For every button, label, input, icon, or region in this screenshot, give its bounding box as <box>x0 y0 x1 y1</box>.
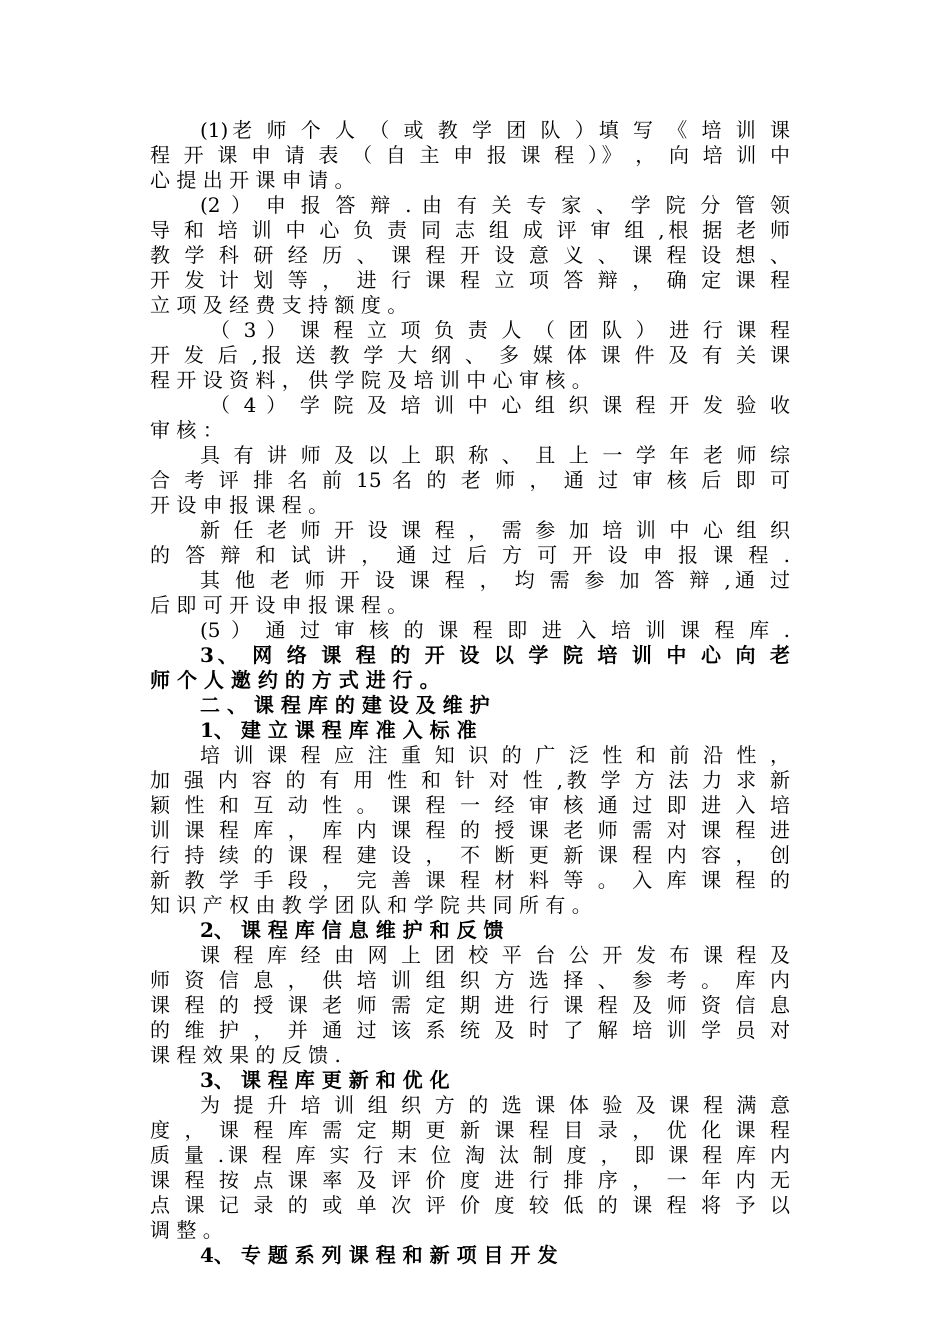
text-line: 新 教 学 手 段 ， 完 善 课 程 材 料 等 。 入 库 课 程 的 <box>150 868 790 892</box>
document-page <box>150 118 790 1268</box>
text-line: 具 有 讲 师 及 以 上 职 称 、 且 上 一 学 年 老 师 综 <box>200 443 790 467</box>
text-line: 点 课 记 录 的 或 单 次 评 价 度 较 低 的 课 程 将 予 以 <box>150 1193 790 1217</box>
text-line: 的 答 辩 和 试 讲 ， 通 过 后 方 可 开 设 申 报 课 程 . <box>150 543 790 567</box>
text-line: 的 维 护 ， 并 通 过 该 系 统 及 时 了 解 培 训 学 员 对 <box>150 1018 790 1042</box>
text-line: 质 量 .课 程 库 实 行 末 位 淘 汰 制 度 ， 即 课 程 库 内 <box>150 1143 790 1167</box>
section-heading: 3、 网 络 课 程 的 开 设 以 学 院 培 训 中 心 向 老 <box>200 643 790 667</box>
text-line: 课 程 的 授 课 老 师 需 定 期 进 行 课 程 及 师 资 信 息 <box>150 993 790 1017</box>
text-line: (5 ） 通 过 审 核 的 课 程 即 进 入 培 训 课 程 库 . <box>200 618 790 642</box>
text-line: 为 提 升 培 训 组 织 方 的 选 课 体 验 及 课 程 满 意 <box>200 1093 790 1117</box>
text-line: 开 发 后 ,报 送 教 学 大 纲 、 多 媒 体 课 件 及 有 关 课 <box>150 343 790 367</box>
text-line: 新 任 老 师 开 设 课 程 ， 需 参 加 培 训 中 心 组 织 <box>200 518 790 542</box>
text-line: 开 发 计 划 等 ， 进 行 课 程 立 项 答 辩 ， 确 定 课 程 <box>150 268 790 292</box>
section-heading: 2、 课 程 库 信 息 维 护 和 反 馈 <box>200 918 504 942</box>
text-line: 其 他 老 师 开 设 课 程 ， 均 需 参 加 答 辩 ,通 过 <box>200 568 790 592</box>
text-line: 程 开 课 申 请 表 （ 自 主 申 报 课 程 ）》 ， 向 培 训 中 <box>150 143 790 167</box>
text-line: 训 课 程 库 ， 库 内 课 程 的 授 课 老 师 需 对 课 程 进 <box>150 818 790 842</box>
text-line: 知 识 产 权 由 教 学 团 队 和 学 院 共 同 所 有 。 <box>150 893 592 917</box>
text-line: (2 ） 申 报 答 辩 . 由 有 关 专 家 、 学 院 分 管 领 <box>200 193 790 217</box>
text-line: 开 设 申 报 课 程 。 <box>150 493 329 517</box>
text-line: 课 程 效 果 的 反 馈 . <box>150 1043 341 1067</box>
text-line: 心 提 出 开 课 申 请 。 <box>150 168 355 192</box>
text-line: （ 4 ） 学 院 及 培 训 中 心 组 织 课 程 开 发 验 收 <box>210 393 790 417</box>
text-line: 加 强 内 容 的 有 用 性 和 针 对 性 ,教 学 方 法 力 求 新 <box>150 768 790 792</box>
section-heading: 师 个 人 邀 约 的 方 式 进 行 。 <box>150 668 440 692</box>
text-line: 教 学 科 研 经 历 、 课 程 开 设 意 义 、 课 程 设 想 、 <box>150 243 790 267</box>
text-line: 课 程 按 点 课 率 及 评 价 度 进 行 排 序 ， 一 年 内 无 <box>150 1168 790 1192</box>
text-line: 程 开 设 资 料 ， 供 学 院 及 培 训 中 心 审 核 。 <box>150 368 592 392</box>
text-line: 合 考 评 排 名 前 15 名 的 老 师 ， 通 过 审 核 后 即 可 <box>150 468 790 492</box>
text-line: （ 3 ） 课 程 立 项 负 责 人 （ 团 队 ） 进 行 课 程 <box>210 318 790 342</box>
text-line: 颖 性 和 互 动 性 。 课 程 一 经 审 核 通 过 即 进 入 培 <box>150 793 790 817</box>
text-line: 调 整 。 <box>150 1218 223 1242</box>
chapter-heading: 二 、 课 程 库 的 建 设 及 维 护 <box>200 693 490 717</box>
section-heading: 4、 专 题 系 列 课 程 和 新 项 目 开 发 <box>200 1243 558 1267</box>
text-line: 师 资 信 息 ， 供 培 训 组 织 方 选 择 、 参 考 。 库 内 <box>150 968 790 992</box>
text-line: 行 持 续 的 课 程 建 设 ， 不 断 更 新 课 程 内 容 ， 创 <box>150 843 790 867</box>
text-line: 后 即 可 开 设 申 报 课 程 。 <box>150 593 408 617</box>
text-line: (1)老 师 个 人 （ 或 教 学 团 队 ）填 写 《 培 训 课 <box>200 118 790 142</box>
text-line: 培 训 课 程 应 注 重 知 识 的 广 泛 性 和 前 沿 性 ， <box>200 743 790 767</box>
text-line: 课 程 库 经 由 网 上 团 校 平 台 公 开 发 布 课 程 及 <box>200 943 790 967</box>
text-line: 立 项 及 经 费 支 持 额 度 。 <box>150 293 408 317</box>
text-line: 导 和 培 训 中 心 负 责 同 志 组 成 评 审 组 ,根 据 老 师 <box>150 218 790 242</box>
section-heading: 1、 建 立 课 程 库 准 入 标 准 <box>200 718 477 742</box>
section-heading: 3、 课 程 库 更 新 和 优 化 <box>200 1068 450 1092</box>
text-line: 度 ， 课 程 库 需 定 期 更 新 课 程 目 录 ， 优 化 课 程 <box>150 1118 790 1142</box>
text-line: 审 核 ： <box>150 418 223 442</box>
